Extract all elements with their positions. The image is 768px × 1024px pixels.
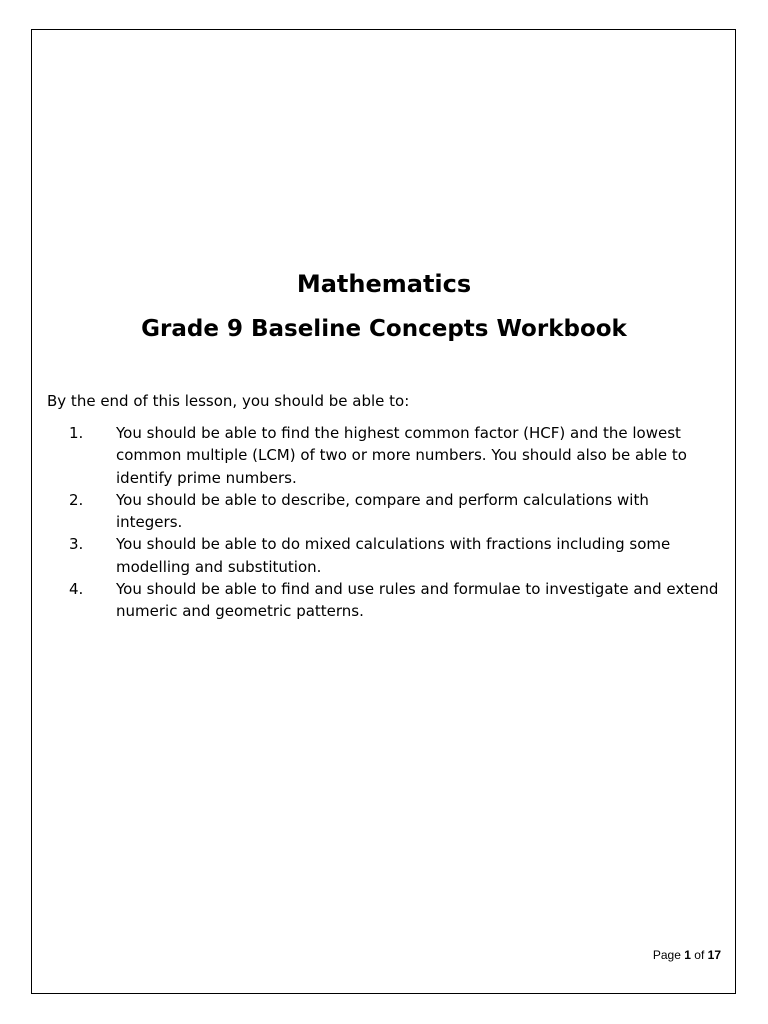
lesson-intro: By the end of this lesson, you should be able to: — [47, 392, 410, 410]
learning-objectives-list — [47, 422, 719, 623]
objective-number: 3. — [69, 535, 84, 554]
objective-item — [47, 533, 719, 578]
of-label: of — [694, 948, 705, 962]
objective-text: You should be able to describe, compare and perform calculations with integers. — [116, 490, 649, 532]
page-label: Page — [652, 948, 681, 962]
objective-number: 2. — [69, 490, 84, 509]
objective-number: 1. — [69, 424, 84, 442]
objective-text: You should be able to find and use rules and formulae to investigate and extend numeric and geometric patterns. — [116, 580, 719, 621]
total-pages-number: 17 — [707, 948, 721, 962]
document-title: Mathematics — [296, 270, 472, 298]
objective-text: You should be able to find the highest common factor (HCF) and the lowest common multiple (LCM) of two or more numbers. You should also be able to identify prime numbers. — [116, 424, 687, 487]
objective-item — [47, 489, 719, 534]
objective-text: You should be able to do mixed calculations with fractions including some modelling and substitution. — [116, 535, 671, 576]
page-number-footer — [653, 947, 721, 963]
objective-item — [47, 422, 719, 489]
current-page-number: 1 — [684, 948, 691, 962]
document-subtitle: Grade 9 Baseline Concepts Workbook — [141, 316, 627, 342]
objective-item — [47, 578, 719, 623]
objective-number: 4. — [69, 580, 84, 599]
